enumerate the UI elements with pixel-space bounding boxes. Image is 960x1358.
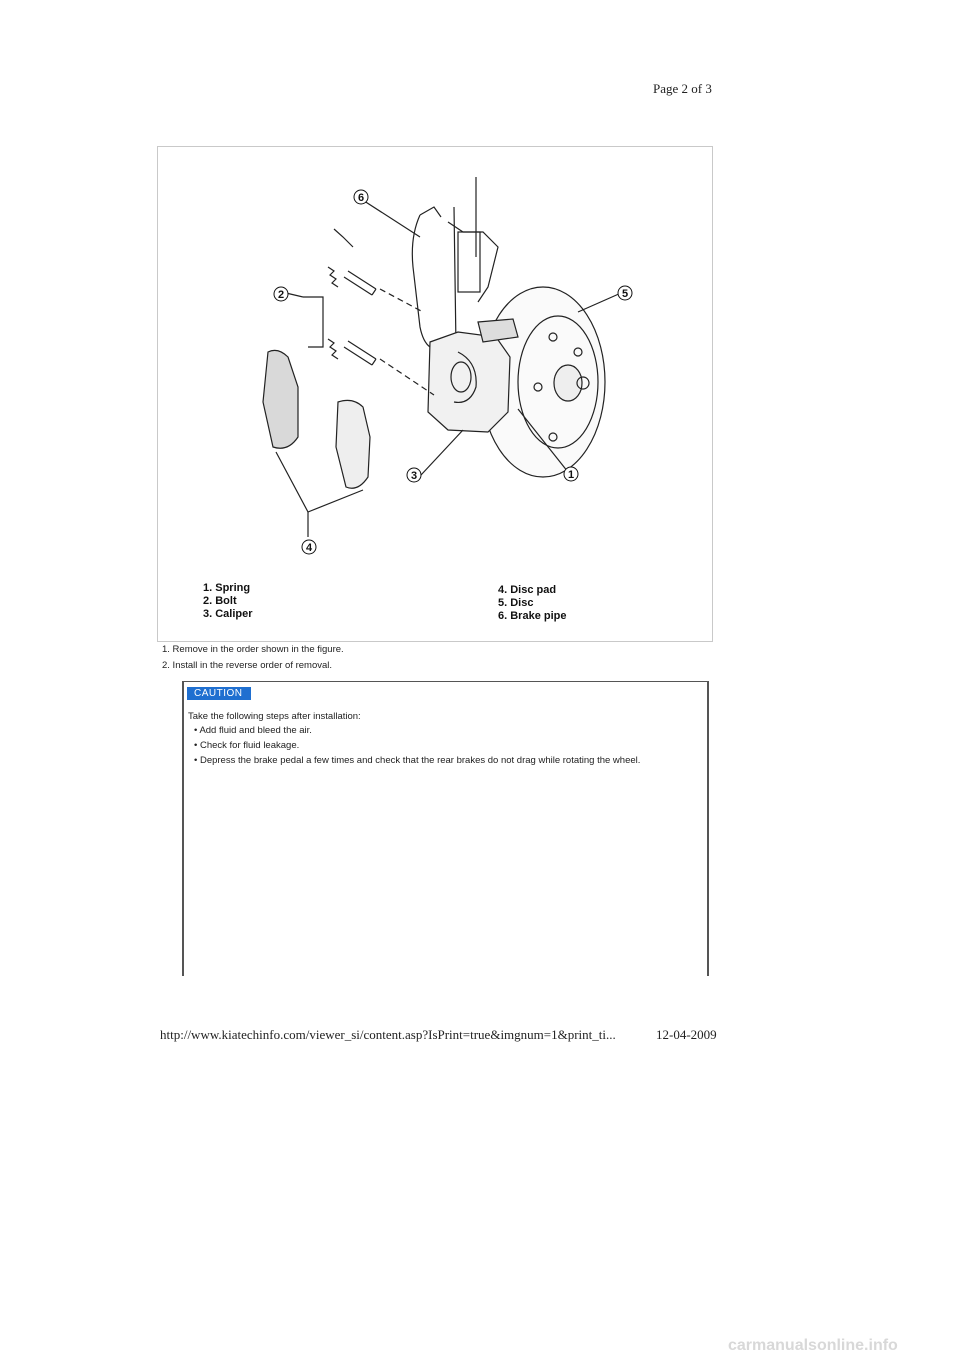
caution-bullet: • Depress the brake pedal a few times and check that the rear brakes do not drag while rotating the wheel. xyxy=(194,755,641,766)
footer-date: 12-04-2009 xyxy=(656,1027,717,1042)
svg-text:4: 4 xyxy=(305,542,313,554)
callout-1 xyxy=(564,467,578,481)
callout-6 xyxy=(354,190,368,204)
caution-badge: CAUTION xyxy=(187,687,251,700)
caution-intro: Take the following steps after installation: xyxy=(188,711,361,722)
svg-text:6: 6 xyxy=(357,192,365,204)
step-2: 2. Install in the reverse order of removal. xyxy=(162,660,333,671)
callout-2 xyxy=(274,287,288,301)
caution-bullet: • Check for fluid leakage. xyxy=(194,740,300,751)
legend-disc: 5. Disc xyxy=(498,597,534,609)
legend-caliper: 3. Caliper xyxy=(203,608,253,620)
svg-text:1: 1 xyxy=(567,469,575,481)
page-number: Page 2 of 3 xyxy=(653,81,712,96)
brake-assembly-illustration xyxy=(158,147,712,641)
caution-box xyxy=(182,681,709,976)
svg-text:2: 2 xyxy=(277,289,285,301)
legend-brake-pipe: 6. Brake pipe xyxy=(498,610,567,622)
watermark-text: carmanualsonline.info xyxy=(728,1337,898,1354)
svg-text:5: 5 xyxy=(621,288,629,300)
step-1: 1. Remove in the order shown in the figure. xyxy=(162,644,344,655)
legend-disc-pad: 4. Disc pad xyxy=(498,584,557,596)
legend-bolt: 2. Bolt xyxy=(203,595,237,607)
footer-url: http://www.kiatechinfo.com/viewer_si/content.asp?IsPrint=true&imgnum=1&print_ti... xyxy=(160,1027,616,1042)
callout-3 xyxy=(407,468,421,482)
svg-text:3: 3 xyxy=(410,470,418,482)
callout-4 xyxy=(302,540,316,554)
brake-diagram-figure xyxy=(157,146,713,642)
legend-spring: 1. Spring xyxy=(203,582,251,594)
callout-5 xyxy=(618,286,632,300)
caution-bullet: • Add fluid and bleed the air. xyxy=(194,725,312,736)
